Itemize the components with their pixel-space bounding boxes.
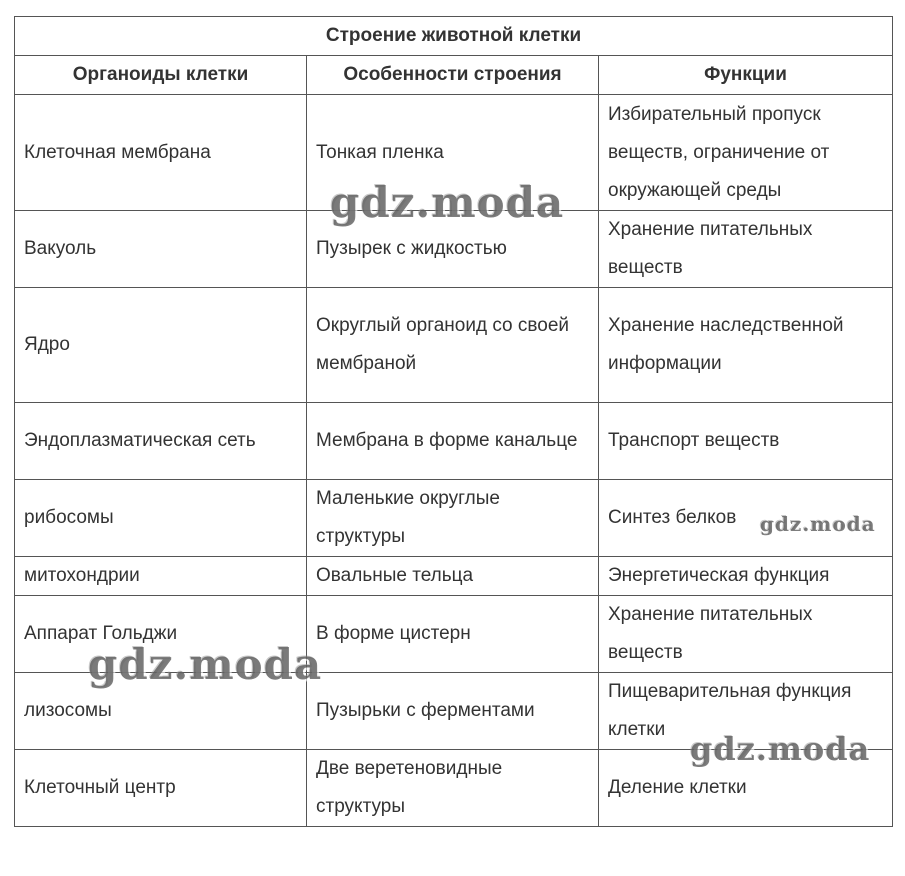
structure-cell: Мембрана в форме канальце [307, 403, 599, 480]
function-cell: Синтез белков [599, 480, 893, 557]
structure-cell: Тонкая пленка [307, 95, 599, 211]
structure-cell: Овальные тельца [307, 557, 599, 596]
organoid-cell: Клеточная мембрана [15, 95, 307, 211]
function-cell: Хранение питательных веществ [599, 211, 893, 288]
structure-cell: В форме цистерн [307, 596, 599, 673]
table-row [15, 403, 893, 480]
structure-cell: Две веретеновидные структуры [307, 750, 599, 827]
structure-cell: Маленькие округлые структуры [307, 480, 599, 557]
table-title-row [15, 17, 893, 56]
table-row [15, 288, 893, 403]
organoid-cell: лизосомы [15, 673, 307, 750]
function-cell: Деление клетки [599, 750, 893, 827]
organoid-cell: Клеточный центр [15, 750, 307, 827]
table-row [15, 673, 893, 750]
watermark-logo: gdz.moda [760, 512, 876, 536]
structure-cell: Округлый органоид со своей мембраной [307, 288, 599, 403]
table-title: Строение животной клетки [15, 17, 893, 56]
animal-cell-table [14, 16, 893, 827]
column-header-structure: Особенности строения [307, 56, 599, 95]
table-row [15, 95, 893, 211]
organoid-cell: Аппарат Гольджи [15, 596, 307, 673]
organoid-cell: Эндоплазматическая сеть [15, 403, 307, 480]
table-row [15, 596, 893, 673]
organoid-cell: Вакуоль [15, 211, 307, 288]
table-header-row [15, 56, 893, 95]
organoid-cell: митохондрии [15, 557, 307, 596]
function-cell: Транспорт веществ [599, 403, 893, 480]
column-header-functions: Функции [599, 56, 893, 95]
watermark-logo: gdz.moda [88, 640, 323, 689]
function-cell: Хранение питательных веществ [599, 596, 893, 673]
watermark-logo: gdz.moda [330, 178, 565, 227]
organoid-cell: Ядро [15, 288, 307, 403]
function-cell: Энергетическая функция [599, 557, 893, 596]
table-row [15, 557, 893, 596]
structure-cell: Пузырьки с ферментами [307, 673, 599, 750]
table-row [15, 750, 893, 827]
function-cell: Пищеварительная функция клетки [599, 673, 893, 750]
watermark-logo: gdz.moda [690, 730, 871, 768]
function-cell: Избирательный пропуск веществ, ограничение от окружающей среды [599, 95, 893, 211]
organoid-cell: рибосомы [15, 480, 307, 557]
column-header-organoids: Органоиды клетки [15, 56, 307, 95]
structure-cell: Пузырек с жидкостью [307, 211, 599, 288]
table-row [15, 211, 893, 288]
function-cell: Хранение наследственной информации [599, 288, 893, 403]
table-row [15, 480, 893, 557]
